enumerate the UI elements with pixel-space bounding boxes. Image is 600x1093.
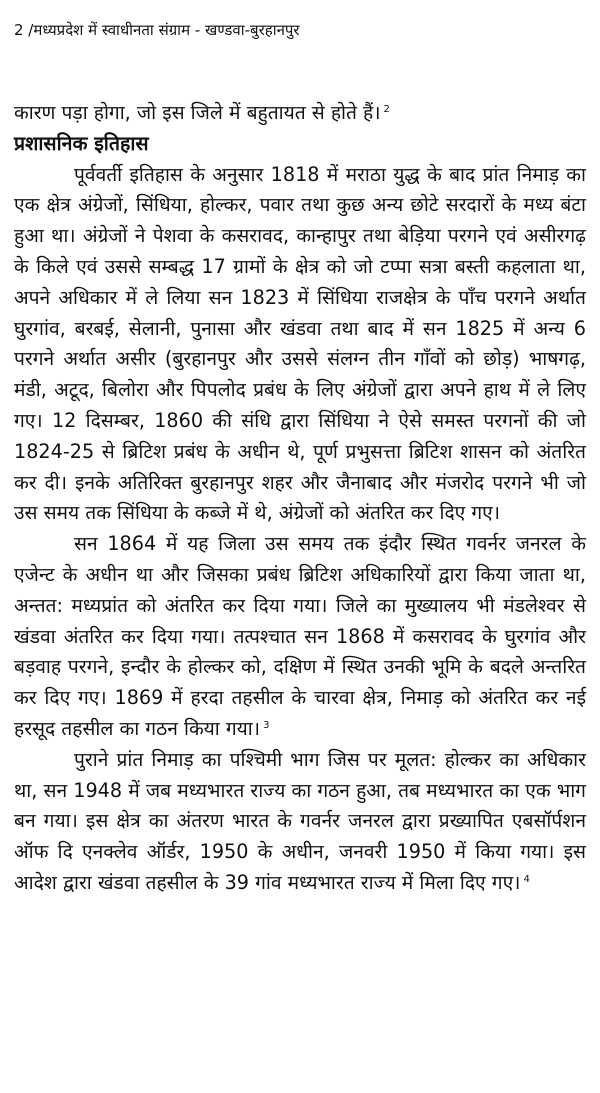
intro-paragraph [14,98,586,129]
paragraph-3 [14,745,586,899]
paragraph-1 [14,160,586,530]
footnote-ref-3: 3 [263,719,270,731]
page-content [14,98,586,899]
footnote-ref-4: 4 [523,873,530,885]
running-header: 2 /मध्यप्रदेश में स्वाधीनता संग्राम - खण्डवा-बुरहानपुर [14,21,300,39]
footnote-ref-2: 2 [383,103,390,115]
section-heading: प्रशासनिक इतिहास [14,131,149,155]
paragraph-2 [14,529,586,745]
paragraph-text: पूर्ववर्ती इतिहास के अनुसार 1818 में मराठा युद्ध के बाद प्रांत निमाड़ का एक क्षेत्र अंग्रेजों, सिंधिया, होल्कर, पवार तथा कुछ अन्य छोटे सरदारों के मध्य बंटा हुआ था। अंग्रेजों ने पेशवा के कसरावद, कान्हापुर तथा बेड़िया परगने एवं असीरगढ़ के किले एवं उससे सम्बद्ध 17 ग्रामों के क्षेत्र को जो टप्पा सत्रा बस्ती कहलाता था, अपने अधिकार में ले लिया सन 1823 में सिंधिया राजक्षेत्र के पाँच परगने अर्थात घुरगांव, बरबई, सेलानी, पुनासा और खंडवा तथा बाद में सन 1825 में अन्य 6 परगने अर्थात असीर (बुरहानपुर और उससे संलग्न तीन गाँवों को छोड़) भाषगढ़, मंडी, अटूद, बिलोरा और पिपलोद प्रबंध के लिए अंग्रेजों द्वारा अपने हाथ में ले लिए गए। 12 दिसम्बर, 1860 की संधि द्वारा सिंधिया ने ऐसे समस्त परगनों की जो 1824-25 से ब्रिटिश प्रबंध के अधीन थे, पूर्ण प्रभुसत्ता ब्रिटिश शासन को अंतरित कर दी। इनके अतिरिक्त बुरहानपुर शहर और जैनाबाद और मंजरोद परगने भी जो उस समय तक सिंधिया के कब्जे में थे, अंग्रेजों को अंतरित कर दिए गए। [14,162,586,525]
intro-text: कारण पड़ा होगा, जो इस जिले में बहुतायत से होते हैं। [14,101,381,124]
paragraph-text: सन 1864 में यह जिला उस समय तक इंदौर स्थित गवर्नर जनरल के एजेन्ट के अधीन था और जिसका प्रबंध ब्रिटिश अधिकारियों द्वारा किया जाता था, अन्तत: मध्यप्रांत को अंतरित कर दिया गया। जिले का मुख्यालय भी मंडलेश्वर से खंडवा अंतरित कर दिया गया। तत्पश्चात सन 1868 में कसरावद के घुरगांव और बड़वाह परगने, इन्दौर के होल्कर को, दक्षिण में स्थित उनकी भूमि के बदले अन्तरित कर दिए गए। 1869 में हरदा तहसील के चारवा क्षेत्र, निमाड़ को अंतरित कर नई हरसूद तहसील का गठन किया गया। [14,532,587,740]
paragraph-text: पुराने प्रांत निमाड़ का पश्चिमी भाग जिस पर मूलत: होल्कर का अधिकार था, सन 1948 में जब मध्यभारत राज्य का गठन हुआ, तब मध्यभारत का एक भाग बन गया। इस क्षेत्र का अंतरण भारत के गवर्नर जनरल द्वारा प्रख्यापित एबसॉर्पशन ऑफ दि एनक्लेव ऑर्डर, 1950 के अधीन, जनवरी 1950 में किया गया। इस आदेश द्वारा खंडवा तहसील के 39 गांव मध्यभारत राज्य में मिला दिए गए। [14,747,586,894]
